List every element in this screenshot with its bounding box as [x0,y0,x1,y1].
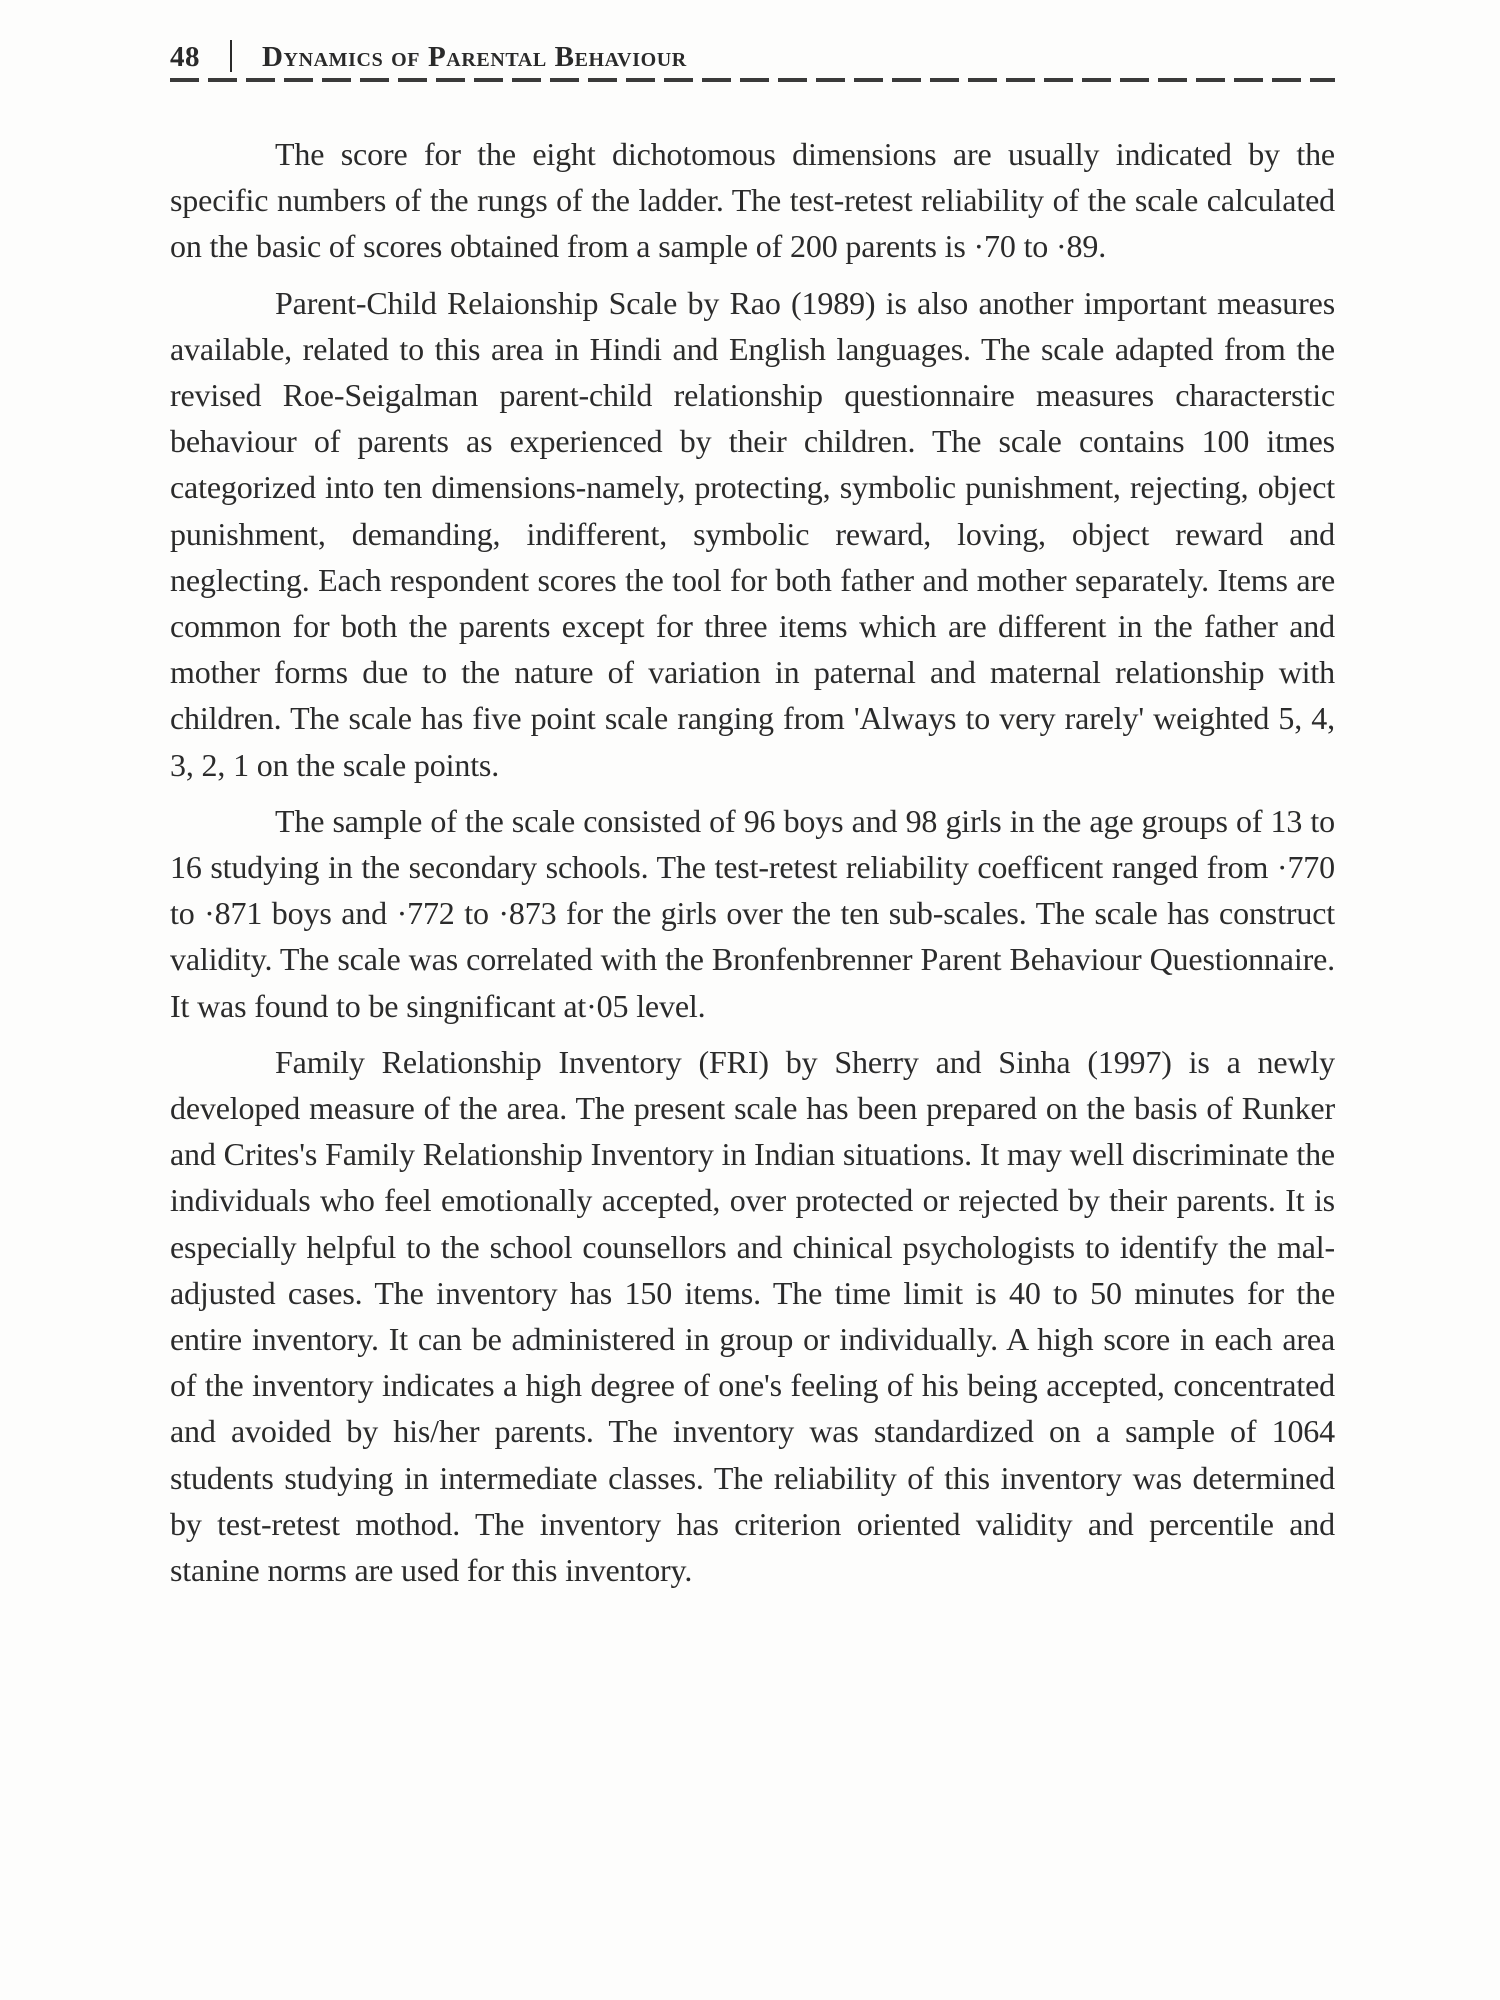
running-title: Dynamics of Parental Behaviour [262,41,687,73]
page-number: 48 [170,41,200,73]
paragraph-parent-child-relationship-scale: Parent-Child Relaionship Scale by Rao (1989) is also another important measures available, related to this area in Hindi and English languages. The scale adapted from the revised Roe-Seigalman parent-child relationship questionnaire measures characterstic behaviour of parents as experienced by their children. The scale contains 100 itmes categorized into ten dimensions-namely, protecting, symbolic punishment, rejecting, object punishment, demanding, indifferent, symbolic reward, loving, object reward and neglecting. Each respondent scores the tool for both father and mother separately. Items are common for both the parents except for three items which are different in the father and mother forms due to the nature of variation in paternal and maternal relationship with children. The scale has five point scale ranging from 'Always to very rarely' weighted 5, 4, 3, 2, 1 on the scale points. [170,284,1335,783]
body-text [170,131,1335,1603]
paragraph-family-relationship-inventory: Family Relationship Inventory (FRI) by Sherry and Sinha (1997) is a newly developed measure of the area. The present scale has been prepared on the basis of Runker and Crites's Family Relationship Inventory in Indian situations. It may well discriminate the individuals who feel emotionally accepted, over protected or rejected by their parents. It is especially helpful to the school counsellors and chinical psychologists to identify the mal-adjusted cases. The inventory has 150 items. The time limit is 40 to 50 minutes for the entire inventory. It can be administered in group or individually. A high score in each area of the inventory indicates a high degree of one's feeling of his being accepted, concentrated and avoided by his/her parents. The inventory was standardized on a sample of 1064 students studying in intermediate classes. The reliability of this inventory was determined by test-retest mothod. The inventory has criterion oriented validity and percentile and stanine norms are used for this inventory. [170,1043,1335,1589]
paragraph-sample-and-reliability: The sample of the scale consisted of 96 boys and 98 girls in the age groups of 13 to 16 studying in the secondary schools. The test-retest reliability coefficent ranged from ·770 to ·871 boys and ·772 to ·873 for the girls over the ten sub-scales. The scale has construct validity. The scale was correlated with the Bronfenbrenner Parent Behaviour Questionnaire. It was found to be singnificant at·05 level. [170,802,1335,1024]
dashed-rule-divider [170,78,1335,82]
header-separator [230,40,232,72]
paragraph-ladder-scale-scoring: The score for the eight dichotomous dimensions are usually indicated by the specific numbers of the rungs of the ladder. The test-retest reliability of the scale calculated on the basic of scores obtained from a sample of 200 parents is ·70 to ·89. [170,136,1335,265]
running-header [170,34,687,73]
